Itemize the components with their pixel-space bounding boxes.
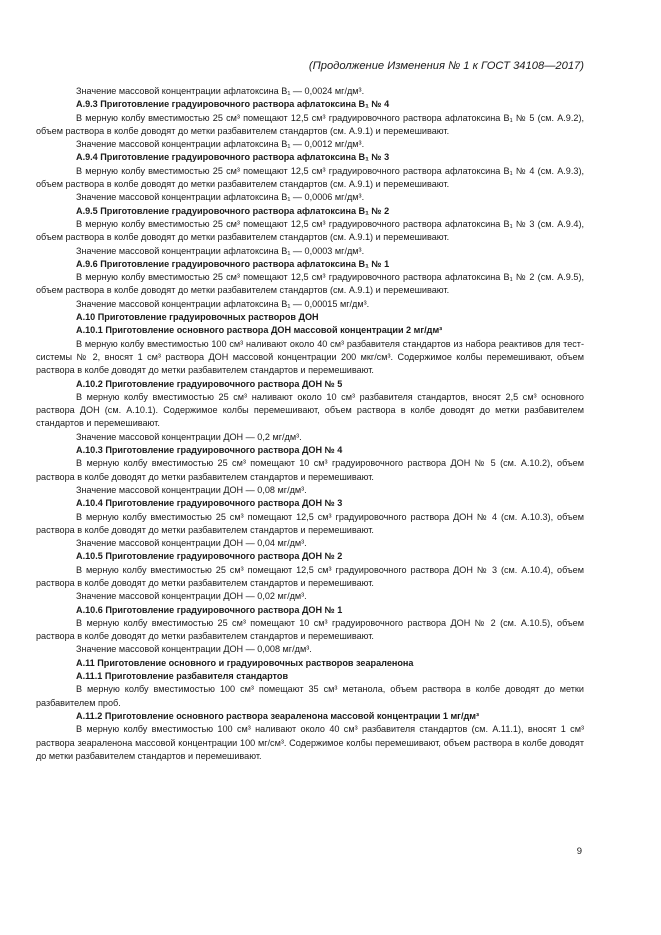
- paragraph: Значение массовой концентрации ДОН — 0,02 мг/дм³.: [76, 591, 307, 602]
- paragraph: Значение массовой концентрации ДОН — 0,2 мг/дм³.: [76, 431, 302, 442]
- paragraph: В мерную колбу вместимостью 25 см³ помещают 10 см³ градуировочного раствора ДОН № 5 (см. А.10.2), объем раствора в колбе доводят до метки разбавителем стандартов и перемешивают.: [36, 458, 584, 482]
- section-heading: А.10.1 Приготовление основного раствора ДОН массовой концентрации 2 мг/дм³: [76, 325, 443, 336]
- section-heading: А.11.1 Приготовление разбавителя стандартов: [76, 671, 289, 682]
- section-heading: А.10 Приготовление градуировочных растворов ДОН: [76, 312, 319, 323]
- paragraph: В мерную колбу вместимостью 25 см³ помещают 12,5 см³ градуировочного раствора афлатоксина B₁ № 3 (см. А.9.4), объем раствора в колбе доводят до метки разбавителем стандартов (см. А.9.1) и перемешивают.: [36, 218, 584, 243]
- paragraph: Значение массовой концентрации афлатоксина B₁ — 0,0003 мг/дм³.: [76, 245, 365, 256]
- section-heading: А.9.4 Приготовление градуировочного раствора афлатоксина B₁ № 3: [76, 152, 390, 163]
- paragraph: В мерную колбу вместимостью 100 см³ наливают около 40 см³ разбавителя стандартов из набора реактивов для тест-системы № 2, вносят 1 см³ раствора ДОН массовой концентрации 200 мкг/см³. Содержимое колбы перемешивают, объем раствора в колбе доводят до метки разбавителем стандартов и перемешивают.: [36, 338, 584, 376]
- paragraph: Значение массовой концентрации афлатоксина B₁ — 0,00015 мг/дм³.: [76, 298, 370, 309]
- document-body: [36, 85, 584, 763]
- section-heading: А.10.4 Приготовление градуировочного раствора ДОН № 3: [76, 498, 343, 509]
- paragraph: В мерную колбу вместимостью 25 см³ помещают 12,5 см³ градуировочного раствора ДОН № 3 (см. А.10.4), объем раствора в колбе доводят до метки разбавителем стандартов и перемешивают.: [36, 564, 584, 588]
- paragraph: В мерную колбу вместимостью 25 см³ помещают 12,5 см³ градуировочного раствора афлатоксина B₁ № 2 (см. А.9.5), объем раствора в колбе доводят до метки разбавителем стандартов (см. А.9.1) и перемешивают.: [36, 272, 584, 296]
- section-heading: А.10.2 Приготовление градуировочного раствора ДОН № 5: [76, 378, 343, 389]
- page-number: 9: [576, 846, 582, 857]
- section-heading: А.11 Приготовление основного и градуировочных растворов зеараленона: [76, 657, 414, 668]
- paragraph: В мерную колбу вместимостью 100 см³ наливают около 40 см³ разбавителя стандартов (см. А.11.1), вносят 1 см³ раствора зеараленона массовой концентрации 100 мг/см³. Содержимое колбы перемешивают, объем раствора в колбе доводят до метки разбавителем стандартов и перемешивают.: [36, 724, 584, 761]
- section-heading: А.9.3 Приготовление градуировочного раствора афлатоксина B₁ № 4: [76, 99, 390, 110]
- running-header: (Продолжение Изменения № 1 к ГОСТ 34108—2017): [308, 60, 584, 72]
- section-heading: А.9.6 Приготовление градуировочного раствора афлатоксина B₁ № 1: [76, 258, 390, 269]
- paragraph: Значение массовой концентрации ДОН — 0,08 мг/дм³.: [76, 484, 307, 495]
- paragraph: В мерную колбу вместимостью 25 см³ помещают 12,5 см³ градуировочного раствора афлатоксина B₁ № 4 (см. А.9.3), объем раствора в колбе доводят до метки разбавителем стандартов (см. А.9.1) и перемешивают.: [36, 165, 584, 190]
- paragraph: В мерную колбу вместимостью 25 см³ помещают 10 см³ градуировочного раствора ДОН № 2 (см. А.10.5), объем раствора в колбе доводят до метки разбавителем стандартов и перемешивают.: [36, 617, 584, 642]
- section-heading: А.11.2 Приготовление основного раствора зеараленона массовой концентрации 1 мг/дм³: [76, 710, 480, 721]
- paragraph: Значение массовой концентрации ДОН — 0,008 мг/дм³.: [76, 644, 312, 655]
- paragraph: Значение массовой концентрации афлатоксина B₁ — 0,0012 мг/дм³.: [76, 139, 365, 150]
- paragraph: В мерную колбу вместимостью 25 см³ помещают 12,5 см³ градуировочного раствора афлатоксина B₁ № 5 (см. А.9.2), объем раствора в колбе доводят до метки разбавителем стандартов (см. А.9.1) и перемешивают.: [36, 112, 584, 136]
- paragraph: В мерную колбу вместимостью 100 см³ помещают 35 см³ метанола, объем раствора в колбе доводят до метки разбавителем проб.: [36, 684, 584, 708]
- paragraph: В мерную колбу вместимостью 25 см³ наливают около 10 см³ разбавителя стандартов, вносят 2,5 см³ основного раствора ДОН (см. А.10.1). Содержимое колбы перемешивают, объем раствора в колбе доводят до метки разбавителем стандартов и перемешивают.: [36, 391, 584, 429]
- paragraph: Значение массовой концентрации ДОН — 0,04 мг/дм³.: [76, 538, 307, 549]
- paragraph: Значение массовой концентрации афлатоксина B₁ — 0,0024 мг/дм³.: [76, 86, 365, 96]
- section-heading: А.10.5 Приготовление градуировочного раствора ДОН № 2: [76, 551, 343, 562]
- section-heading: А.10.3 Приготовление градуировочного раствора ДОН № 4: [76, 445, 343, 456]
- paragraph: Значение массовой концентрации афлатоксина B₁ — 0,0006 мг/дм³.: [76, 192, 365, 203]
- section-heading: А.10.6 Приготовление градуировочного раствора ДОН № 1: [76, 604, 343, 615]
- paragraph: В мерную колбу вместимостью 25 см³ помещают 12,5 см³ градуировочного раствора ДОН № 4 (см. А.10.3), объем раствора в колбе доводят до метки разбавителем стандартов и перемешивают.: [36, 511, 584, 535]
- section-heading: А.9.5 Приготовление градуировочного раствора афлатоксина B₁ № 2: [76, 205, 390, 216]
